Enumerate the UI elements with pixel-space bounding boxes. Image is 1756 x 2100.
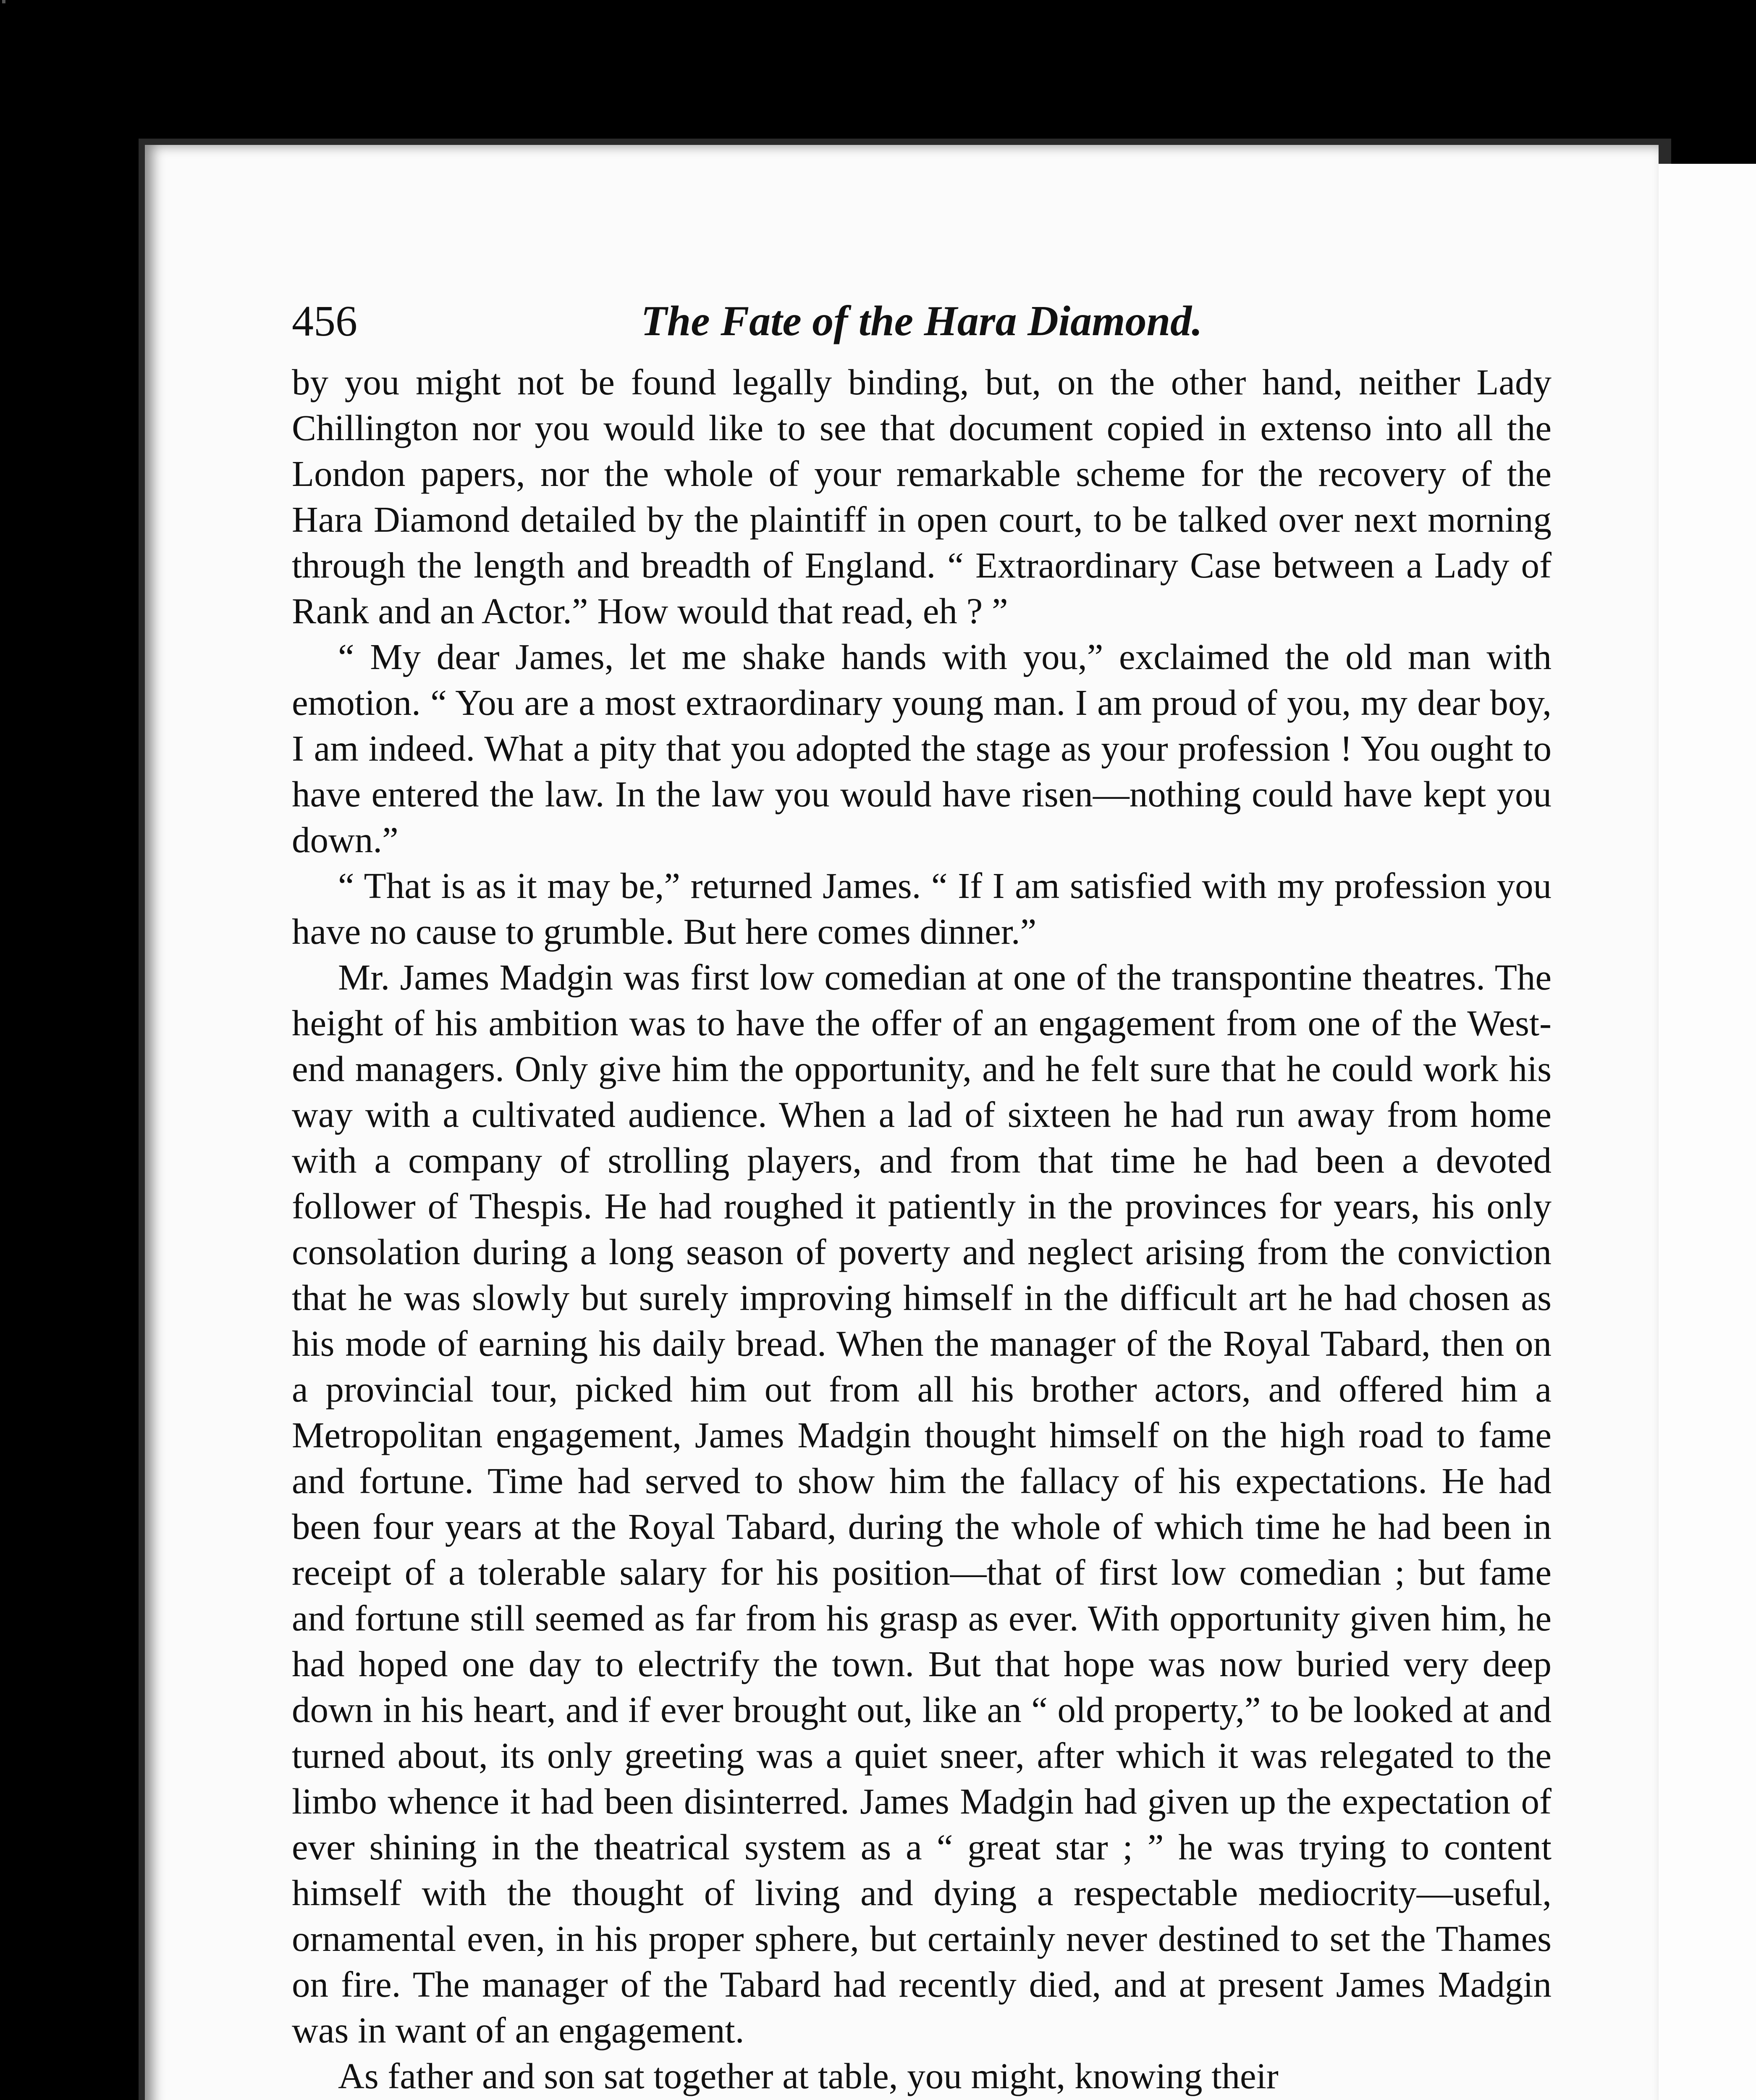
paragraph-1: by you might not be found legally binding, but, on the other hand, neither Lady Chillington nor you would like to see that document copied in extenso into all the London papers, nor the whole of your remarkable scheme for the recovery of the Hara Diamond detailed by the plaintiff in open court, to be talked over next morning through the length and breadth of England. “ Extraordinary Case between a Lady of Rank and an Actor.” How would that read, eh ? ”	[292, 362, 1552, 631]
paragraph-4: Mr. James Madgin was first low comedian at one of the transpontine theatres. The height of his ambition was to have the offer of an engagement from one of the West-end managers. Only give him the opportunity, and he felt sure that he could work his way with a cultivated audience. When a lad of sixteen he had run away from home with a company of strolling players, and from that time he had been a devoted follower of Thespis. He had roughed it patiently in the provinces for years, his only consolation during a long season of poverty and neglect arising from the conviction that he was slowly but surely improving himself in the difficult art he had chosen as his mode of earning his daily bread. When the manager of the Royal Tabard, then on a provincial tour, picked him out from all his brother actors, and offered him a Metropolitan engagement, James Madgin thought himself on the high road to fame and fortune. Time had served to show him the fallacy of his expectations. He had been four years at the Royal Tabard, during the whole of which time he had been in receipt of a tolerable salary for his position—that of first low comedian ; but fame and fortune still seemed as far from his grasp as ever. With opportunity given him, he had hoped one day to electrify the town. But that hope was now buried very deep down in his heart, and if ever brought out, like an “ old property,” to be looked at and turned about, its only greeting was a quiet sneer, after which it was relegated to the limbo whence it had been disinterred. James Madgin had given up the expectation of ever shining in the theatrical system as a “ great star ; ” he was trying to content himself with the thought of living and dying a respectable mediocrity—useful, ornamental even, in his proper sphere, but certainly never destined to set the Thames on fire. The manager of the Tabard had recently died, and at present James Madgin was in want of an engagement.	[292, 957, 1552, 2050]
book-page	[145, 145, 1659, 2100]
adjacent-page-edge	[1654, 164, 1756, 2100]
scan-corner-mark	[2, 0, 5, 3]
running-title: The Fate of the Hara Diamond.	[641, 297, 1203, 345]
page-number: 456	[292, 297, 357, 345]
body-text	[292, 359, 1552, 2099]
paragraph-2: “ My dear James, let me shake hands with you,” exclaimed the old man with emotion. “ You are a most extraordinary young man. I am proud of you, my dear boy, I am indeed. What a pity that you adopted the stage as your profession ! You ought to have entered the law. In the law you would have risen—nothing could have kept you down.”	[292, 636, 1552, 860]
page-header	[292, 294, 1552, 349]
paragraph-5: As father and son sat together at table, you might, knowing their	[338, 2055, 1279, 2096]
paragraph-3: “ That is as it may be,” returned James. “ If I am satisfied with my profession you have no cause to grumble. But here comes dinner.”	[292, 865, 1552, 952]
